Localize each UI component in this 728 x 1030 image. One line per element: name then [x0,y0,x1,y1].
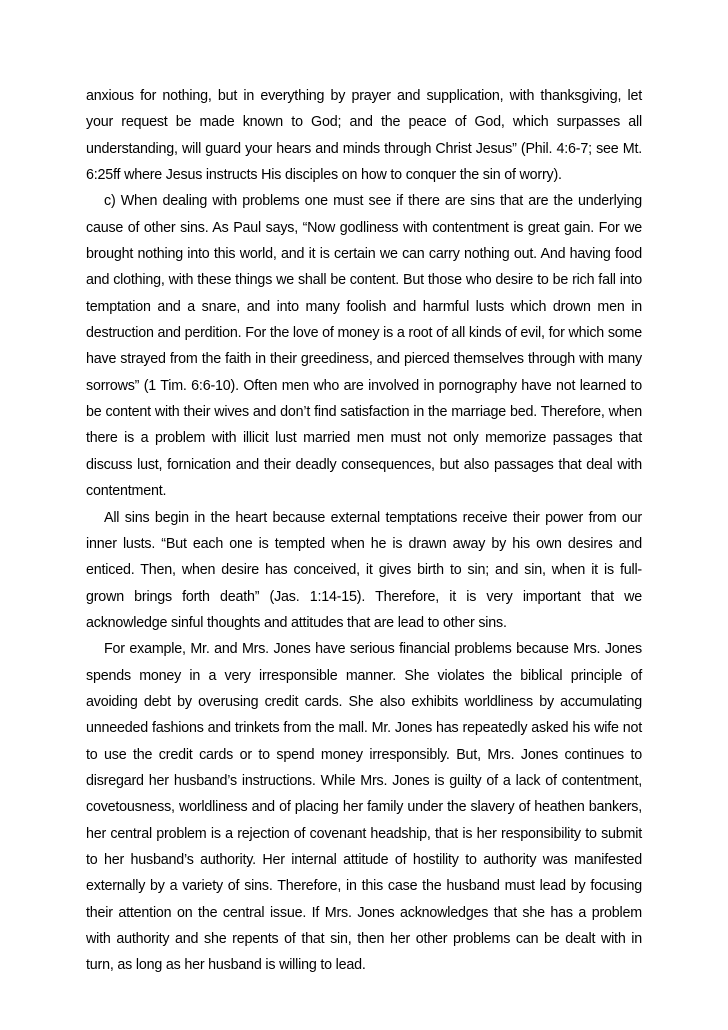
paragraph-sins-begin-in-heart: All sins begin in the heart because external temptations receive their power from our inner lusts. “But each one is tempted when he is drawn away by his own desires and enticed. Then, when desire has conceived, it gives birth to sin; and sin, when it is full-grown brings forth death” (Jas. 1:14-15). Therefore, it is very important that we acknowledge sinful thoughts and attitudes that are lead to other sins. [86,509,642,631]
paragraph-underlying-sins: c) When dealing with problems one must see if there are sins that are the underlying cause of other sins. As Paul says, “Now godliness with contentment is great gain. For we brought nothing into this world, and it is certain we can carry nothing out. And having food and clothing, with these things we shall be content. But those who desire to be rich fall into temptation and a snare, and into many foolish and harmful lusts which drown men in destruction and perdition. For the love of money is a root of all kinds of evil, for which some have strayed from the faith in their greediness, and pierced themselves through with many sorrows” (1 Tim. 6:6-10). Often men who are involved in pornography have not learned to be content with their wives and don’t find satisfaction in the marriage bed. Therefore, when there is a problem with illicit lust married men must not only memorize passages that discuss lust, fornication and their deadly consequences, but also passages that deal with contentment. [86,193,642,500]
paragraph-jones-example: For example, Mr. and Mrs. Jones have serious financial problems because Mrs. Jones spends money in a very irresponsible manner. She violates the biblical principle of avoiding debt by overusing credit cards. She also exhibits worldliness by accumulating unneeded fashions and trinkets from the mall. Mr. Jones has repeatedly asked his wife not to use the credit cards or to spend money irresponsibly. But, Mrs. Jones continues to disregard her husband’s instructions. While Mrs. Jones is guilty of a lack of contentment, covetousness, worldliness and of placing her family under the slavery of heathen bankers, her central problem is a rejection of covenant headship, that is her responsibility to submit to her husband’s authority. Her internal attitude of hostility to authority was manifested externally by a variety of sins. Therefore, in this case the husband must lead by focusing their attention on the central issue. If Mrs. Jones acknowledges that she has a problem with authority and she repents of that sin, then her other problems can be dealt with in turn, as long as her husband is willing to lead. [86,641,642,974]
paragraph-phil-4-6-continuation: anxious for nothing, but in everything by prayer and supplication, with thanksgiving, let your request be made known to God; and the peace of God, which surpasses all understanding, will guard your hears and minds through Christ Jesus” (Phil. 4:6-7; see Mt. 6:25ff where Jesus instructs His disciples on how to conquer the sin of worry). [86,88,642,184]
body-text [86,83,642,979]
